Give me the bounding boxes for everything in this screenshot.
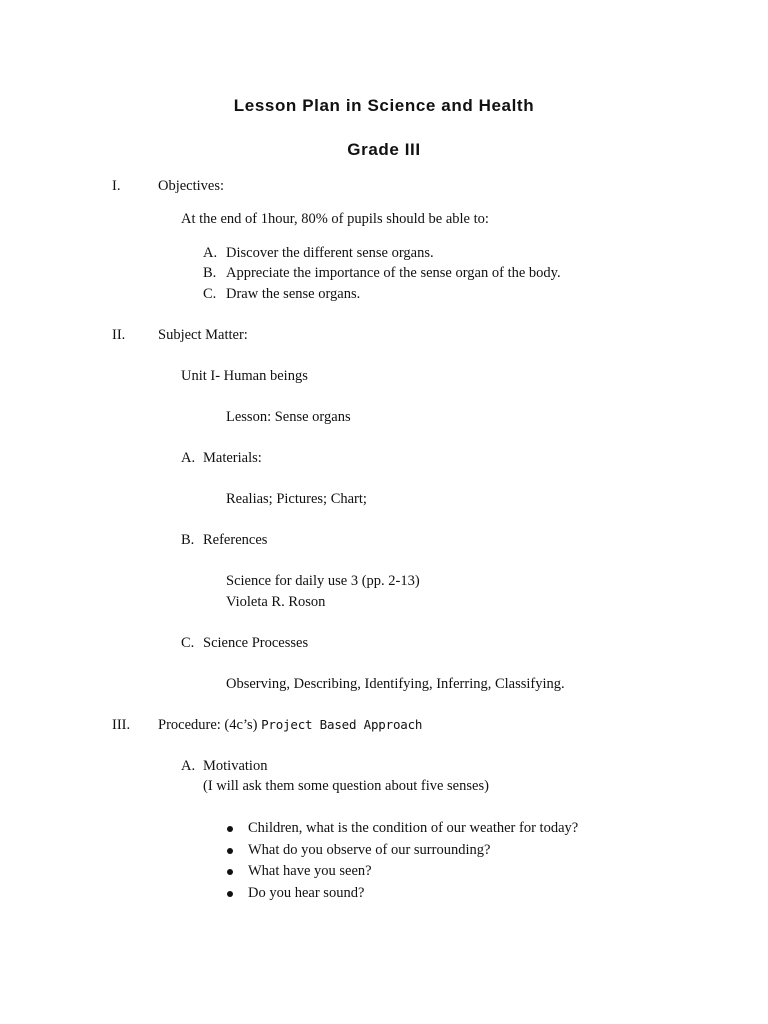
page-subtitle: Grade III — [347, 140, 421, 159]
bullet-icon — [227, 848, 233, 854]
section-heading-objectives: Objectives: — [158, 178, 225, 194]
bullet-icon — [227, 891, 233, 897]
reference-book: Science for daily use 3 (pp. 2-13) — [226, 573, 420, 589]
objective-letter-b: B. — [203, 265, 217, 281]
objective-text-c: Draw the sense organs. — [226, 286, 361, 302]
bullet-icon — [227, 869, 233, 875]
reference-author: Violeta R. Roson — [226, 594, 326, 610]
section-heading-procedure — [158, 716, 422, 734]
processes-letter: C. — [181, 635, 195, 651]
materials-letter: A. — [181, 450, 196, 466]
page-title: Lesson Plan in Science and Health — [233, 96, 535, 115]
motivation-letter: A. — [181, 758, 196, 774]
materials-label: Materials: — [203, 450, 262, 466]
motivation-question-1: Children, what is the condition of our weather for today? — [248, 820, 579, 836]
section-numeral-procedure: III. — [112, 717, 131, 733]
processes-value: Observing, Describing, Identifying, Inferring, Classifying. — [226, 676, 565, 692]
motivation-question-4: Do you hear sound? — [248, 885, 365, 901]
motivation-question-3: What have you seen? — [248, 863, 372, 879]
lesson-line: Lesson: Sense organs — [226, 409, 351, 425]
references-label: References — [203, 532, 268, 548]
bullet-icon — [227, 826, 233, 832]
section-numeral-subject-matter: II. — [112, 327, 126, 343]
unit-line: Unit I- Human beings — [181, 368, 308, 384]
section-numeral-objectives: I. — [112, 178, 121, 194]
objective-letter-c: C. — [203, 286, 217, 302]
processes-label: Science Processes — [203, 635, 309, 651]
procedure-heading-approach: Project Based Approach — [261, 717, 423, 732]
objective-letter-a: A. — [203, 245, 218, 261]
motivation-question-2: What do you observe of our surrounding? — [248, 842, 491, 858]
objective-text-b: Appreciate the importance of the sense organ of the body. — [226, 265, 561, 281]
references-letter: B. — [181, 532, 195, 548]
motivation-label: Motivation — [203, 758, 268, 774]
materials-value: Realias; Pictures; Chart; — [226, 491, 367, 507]
objective-text-a: Discover the different sense organs. — [226, 245, 434, 261]
motivation-note: (I will ask them some question about five senses) — [203, 778, 489, 794]
procedure-heading-prefix: Procedure: (4c’s) — [158, 717, 258, 733]
section-heading-subject-matter: Subject Matter: — [158, 327, 248, 343]
objectives-intro: At the end of 1hour, 80% of pupils should be able to: — [181, 211, 489, 227]
